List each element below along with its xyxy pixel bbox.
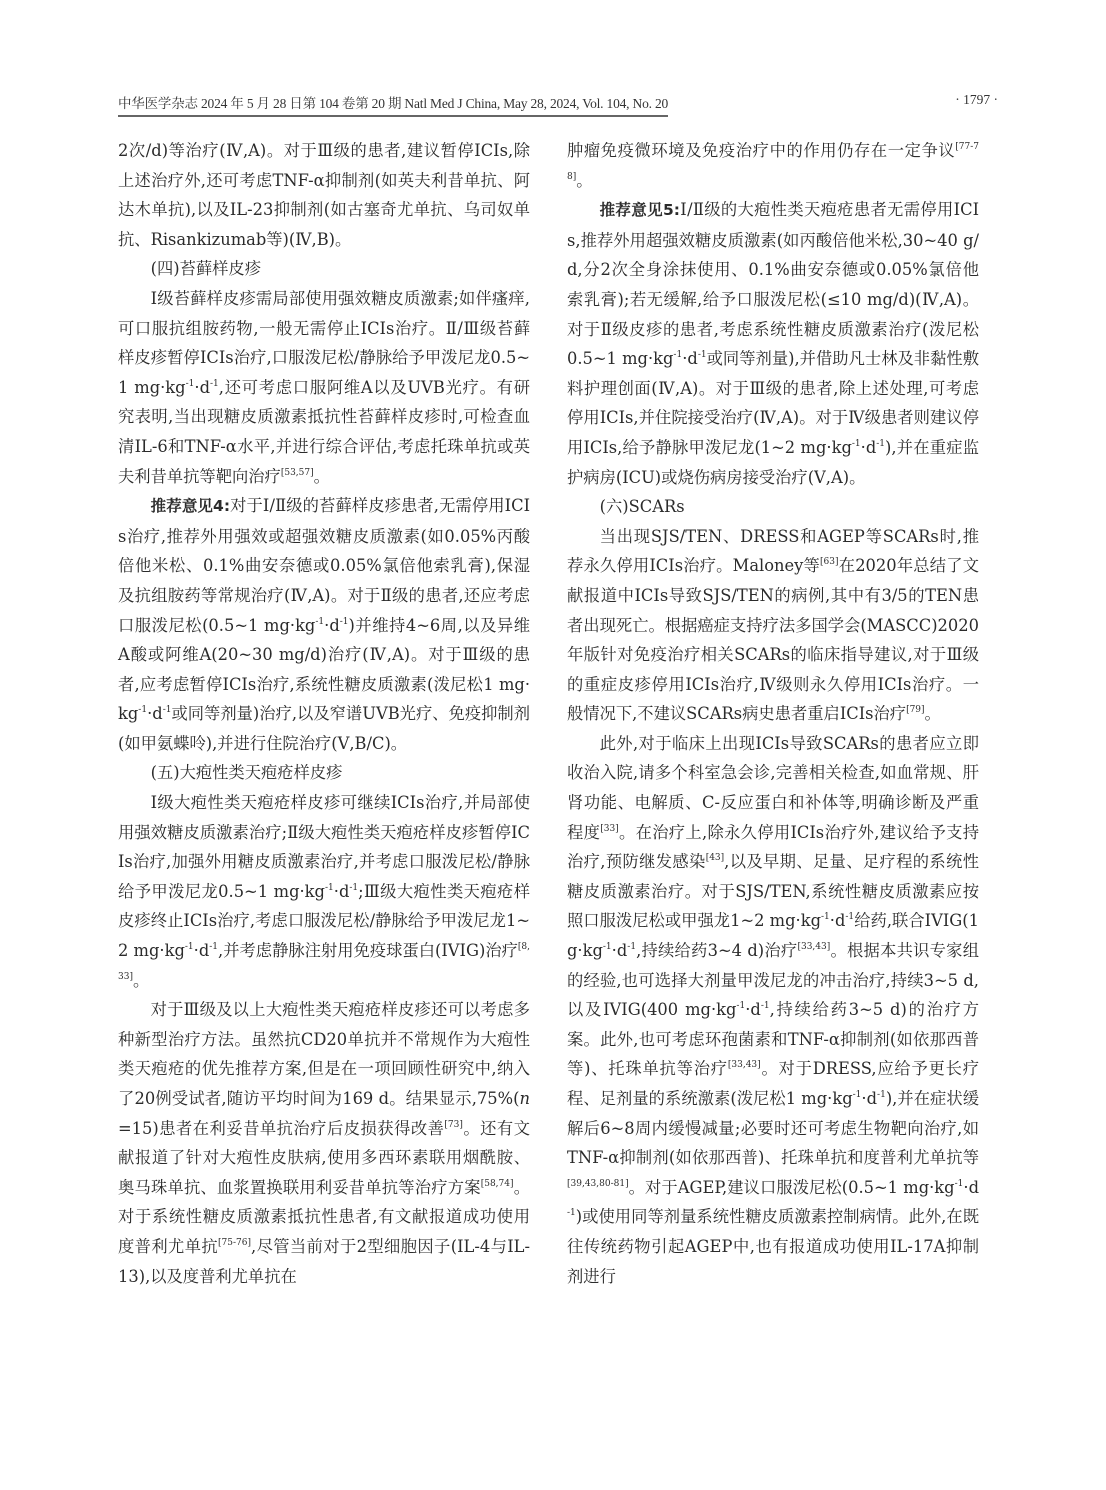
text: )并维持4~6周,以及异维A酸或阿维A(20~30 mg/d)治疗(Ⅳ,A)。对于Ⅲ级的患者,应考虑暂停ICIs治疗,系统性糖皮质激素(泼尼松1 mg·kg — [118, 615, 531, 724]
text: 当出现SJS/TEN、DRESS和AGEP等SCARs时,推荐永久停用ICIs治疗。Maloney等 — [567, 526, 979, 576]
superscript: -1 — [851, 438, 861, 449]
paragraph — [567, 522, 979, 729]
running-header — [118, 92, 998, 116]
text: ·d — [963, 1177, 979, 1197]
section-heading-scars: (六)SCARs — [599, 497, 685, 517]
page-number: · 1797 · — [955, 92, 998, 107]
text: 或同等剂量),并借助凡士林及非黏性敷料护理创面(Ⅳ,A)。对于Ⅲ级的患者,除上述处理,可考虑停用ICIs,并住院接受治疗(Ⅳ,A)。对于Ⅳ级患者则建议停用ICIs,给予静脉甲泼尼龙(1~2 mg·kg — [567, 349, 979, 457]
text: ),并在重症监护病房(ICU)或烧伤病房接受治疗(Ⅴ,A)。 — [567, 437, 980, 487]
superscript: -1 — [821, 912, 830, 923]
citation[interactable]: [63] — [820, 557, 839, 568]
recommendation-label: 推荐意见5: — [599, 201, 680, 220]
citation[interactable]: [33,43] — [727, 1060, 761, 1071]
text: 或同等剂量)治疗,以及窄谱UVB光疗、免疫抑制剂(如甲氨蝶呤),并进行住院治疗(Ⅴ,B/C)。 — [118, 704, 530, 753]
text: 。在治疗上,除永久停用ICIs治疗外,建议给予支持治疗,预防继发感染 — [567, 822, 979, 872]
superscript: -1 — [876, 438, 886, 449]
superscript: -1 — [877, 1090, 886, 1100]
text: 。根据本共识专家组的经验,也可选择大剂量甲泼尼龙的冲击治疗,持续3~5 d,以及IVIG(400 mg·kg — [567, 941, 979, 1020]
text: 。对于DRESS,应给予更长疗程、足剂量的系统激素(泼尼松1 mg·kg — [567, 1059, 979, 1108]
text: ;Ⅲ级大疱性类天疱疮样皮疹终止ICIs治疗,考虑口服泼尼松/静脉给予甲泼尼龙1~2 mg·kg — [118, 881, 531, 961]
superscript: -1 — [185, 378, 195, 389]
text: 2次/d)等治疗(Ⅳ,A)。对于Ⅲ级的患者,建议暂停ICIs,除上述治疗外,还可考虑TNF-α抑制剂(如英夫利昔单抗、阿达木单抗),以及IL-23抑制剂(如古塞奇尤单抗、乌司奴单抗、Risankizumab等)(Ⅳ,B)。 — [118, 141, 530, 249]
text: ,并考虑静脉注射用免疫球蛋白(IVIG)治疗 — [218, 941, 518, 961]
superscript: -1 — [210, 378, 219, 389]
superscript: -1 — [349, 882, 359, 893]
citation[interactable]: [33,43] — [797, 942, 831, 953]
superscript: -1 — [184, 942, 194, 953]
text: 对于Ⅲ级及以上大疱性类天疱疮样皮疹还可以考虑多种新型治疗方法。虽然抗CD20单抗并不常规作为大疱性类天疱疮的优先推荐方案,但是在一项回顾性研究中,纳入了20例受试者,随访平均时间为169 d。结果显示,75%( — [118, 1000, 530, 1108]
superscript: -1 — [324, 882, 334, 893]
recommendation-4 — [118, 491, 530, 758]
citation[interactable]: [79] — [906, 705, 925, 716]
text: Ⅰ级苔藓样皮疹需局部使用强效糖皮质激素;如伴瘙痒,可口服抗组胺药物,一般无需停止ICIs治疗。Ⅱ/Ⅲ级苔藓样皮疹暂停ICIs治疗,口服泼尼松/静脉给予甲泼尼龙0.5~1 mg·kg — [118, 288, 530, 397]
text: 。 — [576, 170, 593, 190]
text: ·d — [682, 349, 698, 369]
text: 在2020年总结了文献报道中ICIs导致SJS/TEN的病例,其中有3/5的TEN患者出现死亡。根据癌症支持疗法多国学会(MASCC)2020年版针对免疫治疗相关SCARs的临床指导建议,对于Ⅲ级的重症皮疹停用ICIs治疗,Ⅳ级则永久停用ICIs治疗。一般情况下,不建议SCARs病史患者重启ICIs治疗 — [567, 556, 980, 724]
text: 给药,联合IVIG(1 g·kg — [567, 911, 979, 961]
recommendation-5 — [567, 195, 979, 492]
citation[interactable]: [58,74] — [480, 1178, 514, 1189]
text: ·d — [193, 941, 210, 961]
text: ·d — [194, 377, 210, 397]
text: Ⅰ/Ⅱ级的大疱性类天疱疮患者无需停用ICIs,推荐外用超强效糖皮质激素(如丙酸倍他米松,30~40 g/d,分2次全身涂抹使用、0.1%曲安奈德或0.05%氯倍他索乳膏);若无缓解,给予口服泼尼松(≤10 mg/d)(Ⅳ,A)。对于Ⅱ级皮疹的患者,考虑系统性糖皮质激素治疗(泼尼松0.5~1 mg·kg — [567, 200, 979, 369]
citation[interactable]: [53,57] — [280, 467, 314, 478]
text: ·d — [333, 881, 350, 901]
superscript: -1 — [209, 942, 219, 953]
text: 。对于系统性糖皮质激素抵抗性患者,有文献报道成功使用度普利尤单抗 — [118, 1177, 530, 1256]
paragraph — [118, 995, 530, 1291]
citation[interactable]: [33] — [600, 823, 619, 834]
text: ·d — [860, 437, 877, 457]
text: ·d — [611, 941, 628, 961]
superscript: -1 — [567, 1208, 576, 1219]
superscript: -1 — [673, 350, 683, 361]
paragraph — [118, 284, 530, 491]
citation[interactable]: [8,33] — [118, 942, 531, 982]
superscript: -1 — [138, 705, 148, 716]
text: ,持续给药3~5 d)的治疗方案。此外,也可考虑环孢菌素和TNF-α抑制剂(如依那西普等)、托珠单抗等治疗 — [567, 1000, 979, 1079]
right-column — [567, 136, 979, 1291]
text: ·d — [745, 1000, 761, 1020]
superscript: -1 — [162, 705, 172, 716]
superscript: -1 — [627, 942, 637, 953]
text: )或使用同等剂量系统性糖皮质激素控制病情。此外,在既往传统药物引起AGEP中,也有报道成功使用IL-17A抑制剂进行 — [567, 1207, 979, 1286]
citation[interactable]: [73] — [444, 1119, 463, 1130]
text: 。 — [313, 466, 330, 486]
text: ,尽管当前对于2型细胞因子(IL-4与IL-13),以及度普利尤单抗在 — [118, 1236, 530, 1286]
superscript: -1 — [736, 1001, 746, 1012]
text: ,还可考虑口服阿维A以及UVB光疗。有研究表明,当出现糖皮质激素抵抗性苔藓样皮疹时,可检查血清IL-6和TNF-α水平,并进行综合评估,考虑托珠单抗或英夫利昔单抗等靶向治疗 — [118, 377, 530, 486]
superscript: -1 — [697, 350, 707, 361]
superscript: -1 — [339, 616, 349, 627]
paragraph — [118, 136, 530, 254]
superscript: -1 — [954, 1178, 964, 1189]
section-heading-lichenoid: (四)苔藓样皮疹 — [150, 259, 261, 279]
text: 。 — [924, 704, 941, 724]
citation[interactable]: [75-76] — [218, 1237, 252, 1248]
text: ,以及早期、足量、足疗程的系统性糖皮质激素治疗。对于SJS/TEN,系统性糖皮质激素应按照口服泼尼松或甲强龙1~2 mg·kg — [567, 852, 979, 931]
text: ·d — [324, 615, 340, 635]
text: =15)患者在利妥昔单抗治疗后皮损获得改善 — [118, 1118, 445, 1138]
text: 。对于AGEP,建议口服泼尼松(0.5~1 mg·kg — [628, 1177, 955, 1197]
journal-info: 中华医学杂志 2024 年 5 月 28 日第 104 卷第 20 期 Natl Med J China, May 28, 2024, Vol. 104, No. 20 — [118, 92, 668, 117]
text: 。 — [132, 970, 150, 990]
text: ·d — [147, 704, 163, 724]
text: 对于Ⅰ/Ⅱ级的苔藓样皮疹患者,无需停用ICIs治疗,推荐外用强效或超强效糖皮质激素(如0.05%丙酸倍他米松、0.1%曲安奈德或0.05%氯倍他索乳膏),保湿及抗组胺药等常规治疗(Ⅳ,A)。对于Ⅱ级的患者,还应考虑口服泼尼松(0.5~1 mg·kg — [118, 496, 530, 635]
section-heading-bullous: (五)大疱性类天疱疮样皮疹 — [150, 763, 343, 783]
text: ·d — [861, 1089, 878, 1108]
text: ),并在症状缓解后6~8周内缓慢减量;必要时还可考虑生物靶向治疗,如TNF-α抑制剂(如依那西普)、托珠单抗和度普利尤单抗等 — [567, 1089, 980, 1168]
citation[interactable]: [39,43,80-81] — [567, 1178, 629, 1189]
text: ,持续给药3~4 d)治疗 — [636, 941, 798, 961]
superscript: -1 — [315, 616, 325, 627]
text: Ⅰ级大疱性类天疱疮样皮疹可继续ICIs治疗,并局部使用强效糖皮质激素治疗;Ⅱ级大疱性类天疱疮样皮疹暂停ICIs治疗,加强外用糖皮质激素治疗,并考虑口服泼尼松/静脉给予甲泼尼龙0.5~1 mg·kg — [118, 793, 530, 901]
left-column — [118, 136, 530, 1291]
superscript: -1 — [845, 912, 855, 923]
citation[interactable]: [43] — [705, 853, 725, 864]
text: 此外,对于临床上出现ICIs导致SCARs的患者应立即收治入院,请多个科室急会诊,完善相关检查,如血常规、肝肾功能、电解质、C-反应蛋白和补体等,明确诊断及严重程度 — [567, 733, 979, 842]
citation[interactable]: [77-78] — [567, 142, 979, 182]
paragraph — [118, 788, 530, 995]
paragraph — [567, 729, 979, 1291]
superscript: -1 — [852, 1090, 862, 1100]
text: 肿瘤免疫微环境及免疫治疗中的作用仍存在一定争议 — [567, 141, 956, 160]
paragraph — [567, 136, 979, 195]
superscript: -1 — [760, 1001, 770, 1012]
text: 。还有文献报道了针对大疱性皮肤病,使用多西环素联用烟酰胺、奥马珠单抗、血浆置换联用利妥昔单抗等治疗方案 — [118, 1118, 530, 1197]
text: ·d — [829, 911, 846, 931]
italic-n: n — [519, 1089, 530, 1108]
recommendation-label: 推荐意见4: — [150, 497, 231, 516]
superscript: -1 — [602, 942, 612, 953]
